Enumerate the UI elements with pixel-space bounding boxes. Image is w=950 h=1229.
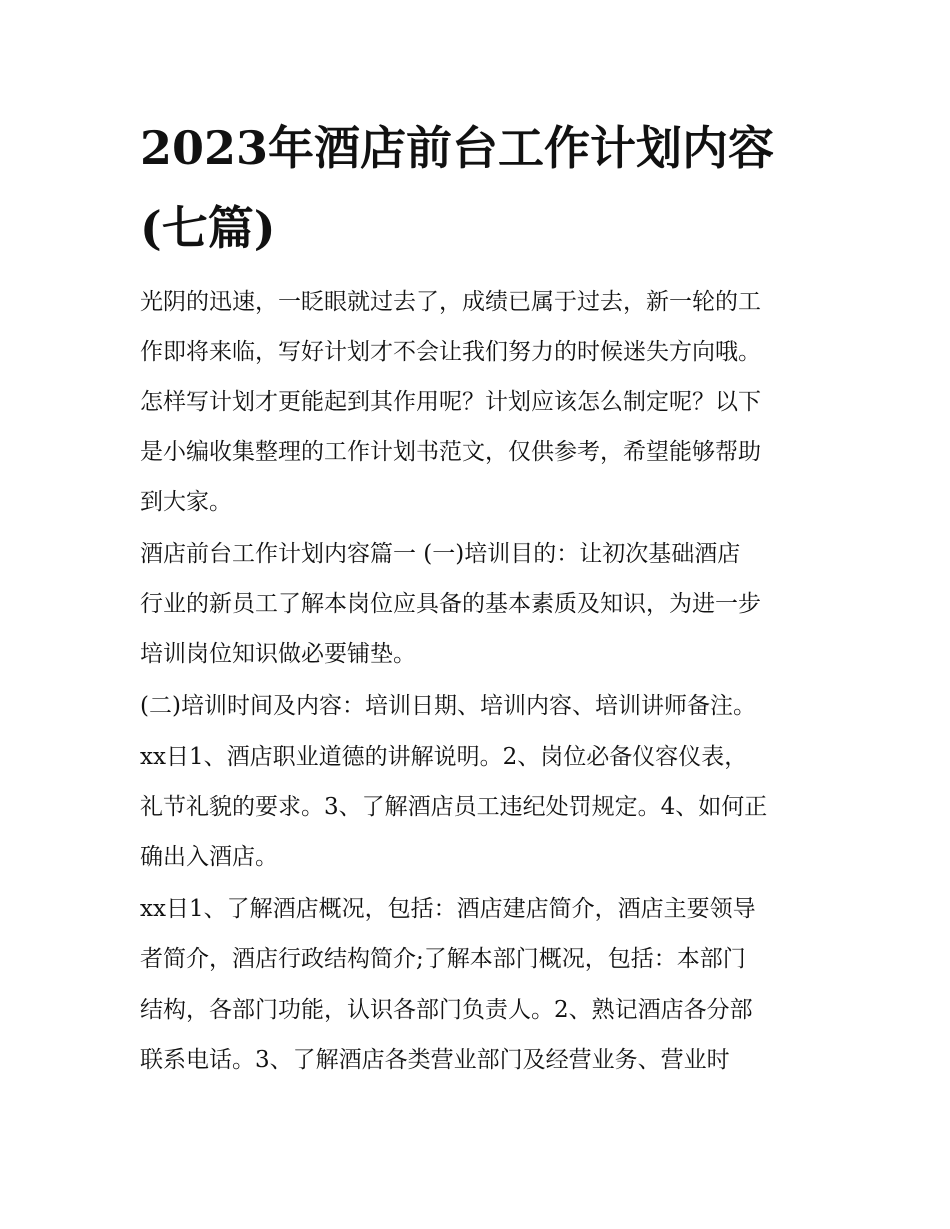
- body-line-13: xx日1、了解酒店概况，包括：酒店建店简介，酒店主要领导: [140, 896, 756, 922]
- body-line-10: xx日1、酒店职业道德的讲解说明。2、岗位必备仪容仪表，: [140, 744, 748, 770]
- body-line-1: 光阴的迅速，一眨眼就过去了，成绩已属于过去，新一轮的工: [140, 289, 761, 315]
- body-line-12: 确出入酒店。: [140, 844, 278, 870]
- body-line-6: 酒店前台工作计划内容篇一 (一)培训目的：让初次基础酒店: [140, 541, 741, 567]
- body-line-9: (二)培训时间及内容：培训日期、培训内容、培训讲师备注。: [140, 693, 756, 719]
- body-line-4: 是小编收集整理的工作计划书范文，仅供参考，希望能够帮助: [140, 439, 761, 465]
- body-line-7: 行业的新员工了解本岗位应具备的基本素质及知识，为进一步: [140, 591, 761, 617]
- body-line-5: 到大家。: [140, 489, 232, 515]
- body-line-16: 联系电话。3、了解酒店各类营业部门及经营业务、营业时: [140, 1047, 730, 1073]
- page-title-line-1: 2023年酒店前台工作计划内容: [140, 121, 775, 175]
- body-line-14: 者简介，酒店行政结构简介;了解本部门概况，包括：本部门: [140, 946, 746, 972]
- body-line-2: 作即将来临，写好计划才不会让我们努力的时候迷失方向哦。: [140, 339, 761, 365]
- page-title-line-2: (七篇): [140, 201, 276, 255]
- body-line-8: 培训岗位知识做必要铺垫。: [140, 641, 416, 667]
- body-line-3: 怎样写计划才更能起到其作用呢？计划应该怎么制定呢？以下: [140, 389, 761, 415]
- body-line-15: 结构，各部门功能，认识各部门负责人。2、熟记酒店各分部: [140, 997, 753, 1023]
- body-line-11: 礼节礼貌的要求。3、了解酒店员工违纪处罚规定。4、如何正: [140, 794, 768, 820]
